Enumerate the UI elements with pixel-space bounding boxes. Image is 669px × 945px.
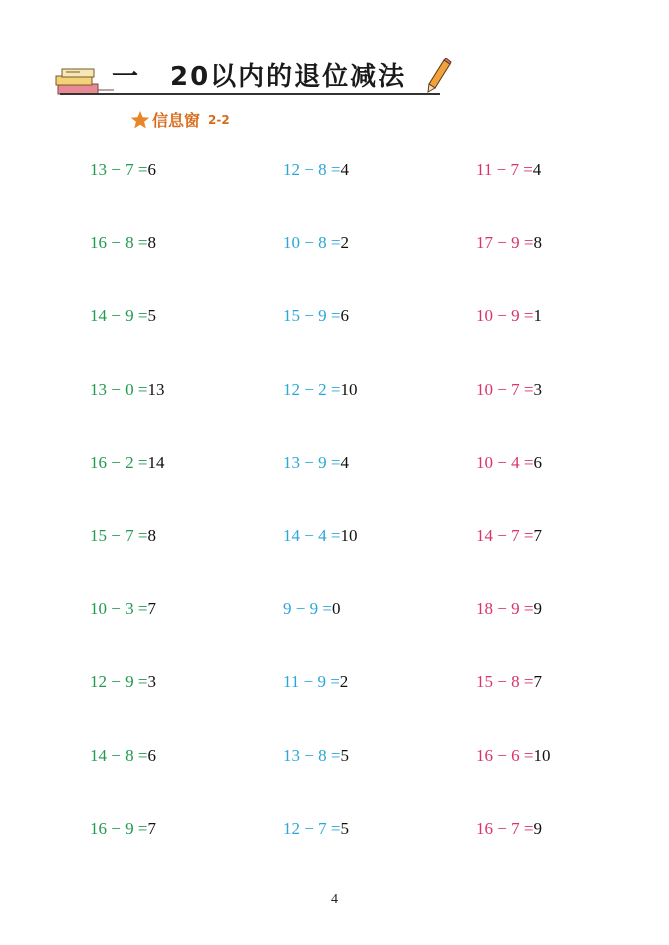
section-tag: 2-2	[208, 112, 230, 127]
problem-expression: 11 − 7 =	[476, 160, 533, 179]
problem-expression: 13 − 0 =	[90, 379, 148, 399]
problem-answer: 7	[533, 672, 542, 692]
problem-expression: 10 − 8 =	[283, 233, 341, 253]
subtraction-problem	[283, 306, 349, 326]
subtraction-problem	[476, 380, 542, 400]
problem-answer: 5	[340, 818, 349, 838]
subtraction-problem	[90, 526, 156, 546]
problem-answer: 4	[340, 160, 349, 179]
chapter-title-text: 20以内的退位减法	[170, 62, 407, 92]
problem-expression: 16 − 7 =	[476, 818, 534, 838]
problem-expression: 9 − 9 =	[283, 599, 332, 619]
subtraction-problem	[476, 599, 542, 619]
problem-expression: 14 − 4 =	[283, 526, 341, 545]
problem-expression: 11 − 9 =	[283, 672, 340, 692]
problem-answer: 14	[147, 452, 165, 472]
problem-answer: 7	[147, 599, 156, 619]
problem-expression: 15 − 9 =	[283, 306, 341, 326]
problem-answer: 7	[147, 818, 156, 838]
problem-answer: 4	[532, 160, 542, 179]
subtraction-problem	[283, 380, 357, 400]
problem-expression: 10 − 4 =	[476, 452, 534, 472]
problem-answer: 3	[533, 379, 542, 399]
problem-expression: 14 − 7 =	[476, 526, 534, 545]
problem-answer: 4	[340, 452, 349, 472]
problem-answer: 8	[147, 526, 156, 545]
problem-expression: 17 − 9 =	[476, 233, 534, 253]
subtraction-problem	[476, 306, 542, 326]
subtraction-problem	[476, 453, 542, 473]
problem-answer: 10	[533, 745, 551, 765]
problem-expression: 10 − 7 =	[476, 379, 534, 399]
subtraction-problem	[90, 599, 156, 619]
problem-expression: 12 − 8 =	[283, 160, 341, 179]
problem-answer: 5	[340, 745, 349, 765]
problem-answer: 6	[340, 306, 349, 326]
problem-answer: 3	[147, 672, 156, 692]
subtraction-problem	[90, 160, 156, 180]
subtraction-problem	[476, 160, 541, 180]
problem-expression: 16 − 8 =	[90, 233, 148, 253]
chapter-number: 一	[112, 62, 141, 92]
problem-answer: 1	[533, 306, 542, 326]
subtraction-problem	[476, 672, 542, 692]
problem-expression: 16 − 6 =	[476, 745, 534, 765]
problem-answer: 8	[533, 233, 542, 253]
problem-expression: 12 − 7 =	[283, 818, 341, 838]
subtraction-problem	[90, 380, 164, 400]
problem-answer: 0	[331, 599, 341, 619]
subtraction-problem	[476, 819, 542, 839]
subtraction-problem	[283, 453, 349, 473]
subtraction-problem	[283, 746, 349, 766]
problem-expression: 13 − 9 =	[283, 452, 341, 472]
subtraction-problem	[283, 599, 340, 619]
subtraction-problem	[90, 746, 156, 766]
problem-expression: 18 − 9 =	[476, 599, 534, 619]
problem-expression: 10 − 3 =	[90, 599, 148, 619]
problem-answer: 6	[533, 452, 542, 472]
subtraction-problem	[90, 819, 156, 839]
subtraction-problem	[90, 306, 156, 326]
section-title: 信息窗	[152, 111, 201, 130]
problem-answer: 9	[533, 599, 542, 619]
subtraction-problem	[90, 233, 156, 253]
problem-expression: 13 − 7 =	[90, 160, 148, 179]
problem-answer: 2	[339, 672, 349, 692]
problem-answer: 5	[147, 306, 156, 326]
problem-expression: 16 − 2 =	[90, 452, 148, 472]
problem-expression: 12 − 2 =	[283, 379, 341, 399]
problem-expression: 14 − 9 =	[90, 306, 148, 326]
subtraction-problem	[90, 672, 156, 692]
problem-answer: 2	[340, 233, 349, 253]
problem-expression: 12 − 9 =	[90, 672, 148, 692]
subtraction-problem	[476, 233, 542, 253]
problem-expression: 13 − 8 =	[283, 745, 341, 765]
problem-answer: 6	[147, 160, 156, 179]
subtraction-problem	[283, 526, 357, 546]
page-number: 4	[331, 892, 338, 907]
problem-expression: 10 − 9 =	[476, 306, 534, 326]
problem-expression: 14 − 8 =	[90, 745, 148, 765]
subtraction-problem	[283, 160, 349, 180]
problem-expression: 16 − 9 =	[90, 818, 148, 838]
problem-answer: 13	[147, 379, 165, 399]
problem-answer: 6	[147, 745, 156, 765]
problem-answer: 7	[533, 526, 542, 545]
subtraction-problem	[283, 819, 349, 839]
problem-answer: 8	[147, 233, 156, 253]
subtraction-problem	[476, 746, 550, 766]
problem-answer: 9	[533, 818, 542, 838]
problem-expression: 15 − 7 =	[90, 526, 148, 545]
problem-expression: 15 − 8 =	[476, 672, 534, 692]
subtraction-problem	[283, 672, 348, 692]
problem-answer: 10	[340, 526, 358, 545]
subtraction-problem	[476, 526, 542, 546]
subtraction-problem	[283, 233, 349, 253]
problem-answer: 10	[340, 379, 358, 399]
subtraction-problem	[90, 453, 164, 473]
